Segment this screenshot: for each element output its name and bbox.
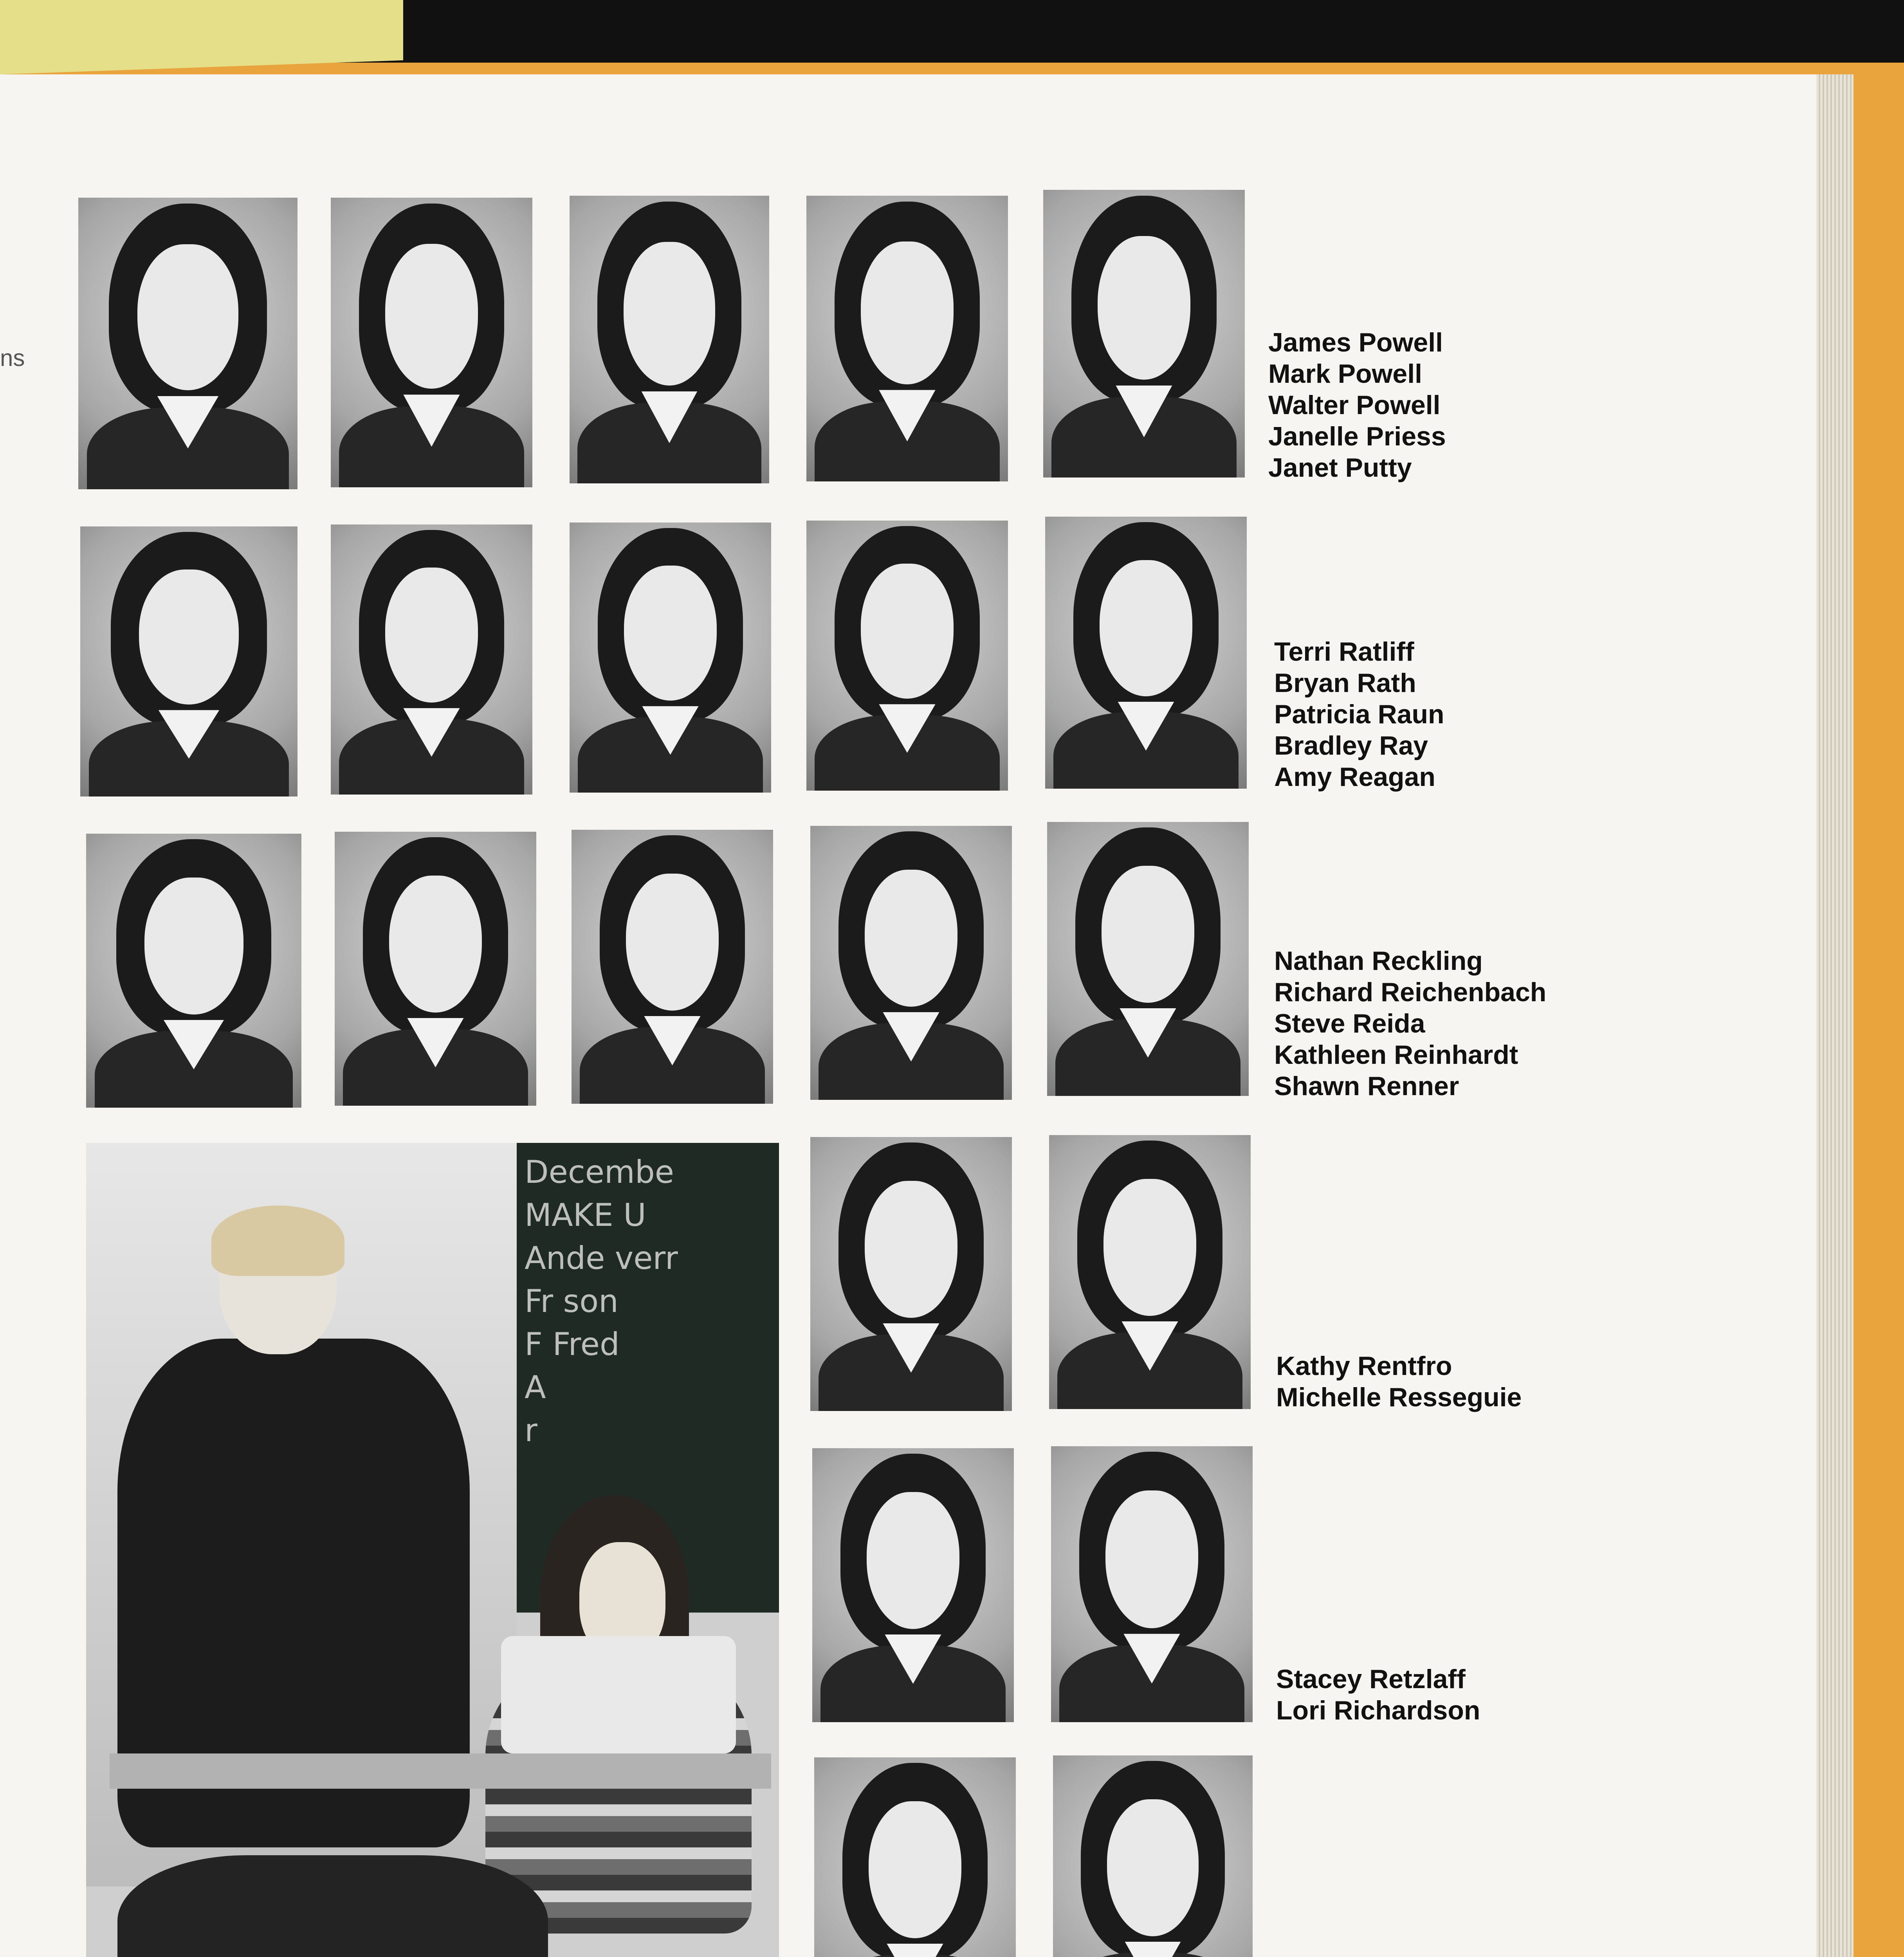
name-label: Michelle Resseguie xyxy=(1276,1382,1522,1412)
portrait-lori-richardson xyxy=(1051,1446,1253,1722)
names-row-3 xyxy=(1274,945,1546,1102)
name-label: Bryan Rath xyxy=(1274,668,1416,698)
portrait-bryan-rath xyxy=(331,524,532,795)
portrait-steve-reida xyxy=(572,830,773,1104)
student-man-figure xyxy=(94,1213,478,1918)
names-row-1 xyxy=(1268,327,1446,483)
bag xyxy=(117,1855,548,1957)
typewriter xyxy=(501,1636,736,1753)
name-label: Richard Reichenbach xyxy=(1274,977,1547,1007)
names-row-5 xyxy=(1276,1663,1480,1726)
name-label: Kathy Rentfro xyxy=(1276,1351,1452,1381)
name-label: Janet Putty xyxy=(1268,453,1412,483)
chalkboard-writing: Decembe MAKE U Ande verr Fr son F Fred A r xyxy=(525,1154,678,1449)
portrait-julie-ried xyxy=(814,1757,1016,1957)
portrait-richard-reichenbach xyxy=(335,832,536,1106)
portrait-amy-reagan xyxy=(1045,517,1247,789)
name-label: Patricia Raun xyxy=(1274,699,1444,729)
portrait-janet-putty xyxy=(1043,190,1245,478)
portrait-nathan-reckling xyxy=(86,834,301,1108)
name-label: Steve Reida xyxy=(1274,1009,1425,1038)
portrait-shawn-renner xyxy=(1047,822,1249,1096)
name-label: Bradley Ray xyxy=(1274,731,1428,760)
name-label: Stacey Retzlaff xyxy=(1276,1664,1466,1694)
name-label: Walter Powell xyxy=(1268,390,1441,420)
portrait-kathleen-reinhardt xyxy=(810,826,1012,1100)
portrait-walter-powell xyxy=(570,196,769,483)
candid-classroom-photo xyxy=(86,1143,779,1957)
portrait-patricia-raun xyxy=(570,523,771,793)
portrait-michelle-resseguie xyxy=(1049,1135,1251,1409)
name-label: Nathan Reckling xyxy=(1274,946,1483,976)
name-label: Kathleen Reinhardt xyxy=(1274,1040,1518,1070)
portrait-james-powell xyxy=(78,198,298,489)
names-row-2 xyxy=(1274,636,1444,793)
portrait-mark-powell xyxy=(331,198,532,487)
name-label: Mark Powell xyxy=(1268,359,1423,389)
portrait-bradley-ray xyxy=(806,521,1008,791)
name-label: Terri Ratliff xyxy=(1274,637,1414,667)
name-label: Lori Richardson xyxy=(1276,1696,1480,1725)
name-label: Shawn Renner xyxy=(1274,1071,1459,1101)
page-edges xyxy=(1816,74,1854,1957)
name-label: James Powell xyxy=(1268,328,1443,357)
portrait-janelle-priess xyxy=(806,196,1008,481)
name-label: Amy Reagan xyxy=(1274,762,1435,792)
portrait-kathy-rentfro xyxy=(810,1137,1012,1411)
name-label: Janelle Priess xyxy=(1268,422,1446,451)
portrait-stacey-retzlaff xyxy=(812,1448,1014,1722)
desk xyxy=(110,1753,771,1789)
portrait-maurya-riggs xyxy=(1053,1755,1253,1957)
marginal-text: ns xyxy=(0,345,25,371)
names-row-4 xyxy=(1276,1350,1522,1413)
portrait-terri-ratliff xyxy=(80,526,298,796)
tape-strip xyxy=(0,0,403,74)
